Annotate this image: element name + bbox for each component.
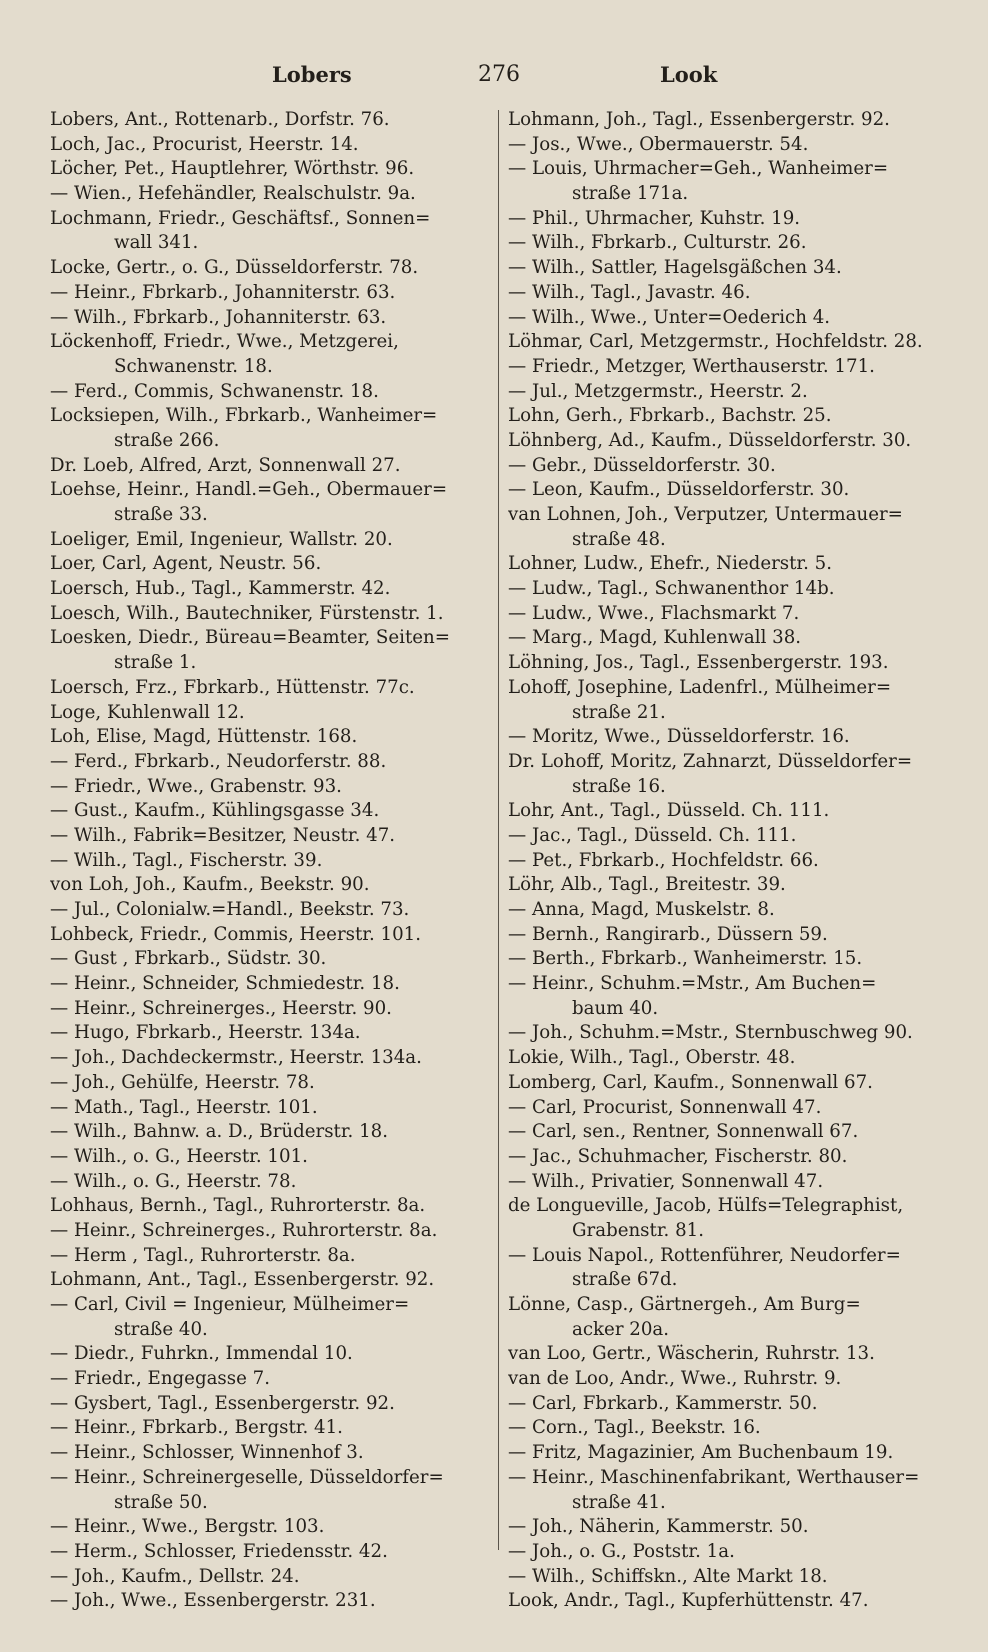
directory-entry-line: straße 33. xyxy=(114,504,208,525)
directory-entry-line: Lohner, Ludw., Ehefr., Niederstr. 5. xyxy=(508,553,833,575)
directory-entry-line: — Hugo, Fbrkarb., Heerstr. 134a. xyxy=(50,1022,361,1044)
directory-entry-line: Lochmann, Friedr., Geschäftsf., Sonnen= xyxy=(50,207,431,229)
directory-entry-line: straße 266. xyxy=(114,429,220,451)
directory-entry-line: — Heinr., Schreinerges., Ruhrorterstr. 8a. xyxy=(50,1219,438,1241)
directory-entry-line: — Wilh., Fabrik=Besitzer, Neustr. 47. xyxy=(50,824,396,846)
directory-entry-line: van Lohnen, Joh., Verputzer, Untermauer= xyxy=(508,504,903,525)
directory-entry-line: — Wilh., Bahnw. a. D., Brüderstr. 18. xyxy=(50,1121,389,1143)
directory-entry-line: acker 20a. xyxy=(572,1318,670,1340)
directory-entry-line: Lohn, Gerh., Fbrkarb., Bachstr. 25. xyxy=(508,405,832,427)
directory-entry-line: Löcher, Pet., Hauptlehrer, Wörthstr. 96. xyxy=(50,158,415,180)
directory-entry-line: — Carl, Procurist, Sonnenwall 47. xyxy=(508,1096,822,1118)
directory-entry-line: — Corn., Tagl., Beekstr. 16. xyxy=(508,1417,761,1439)
directory-entry-line: — Berth., Fbrkarb., Wanheimerstr. 15. xyxy=(508,948,863,970)
directory-entry-line: Lokie, Wilh., Tagl., Oberstr. 48. xyxy=(508,1047,796,1069)
directory-entry-line: — Wilh., Fbrkarb., Culturstr. 26. xyxy=(508,232,807,254)
directory-entry-line: — Wilh., o. G., Heerstr. 101. xyxy=(50,1145,308,1167)
directory-entry-line: Löhnberg, Ad., Kaufm., Düsseldorferstr. 30. xyxy=(508,429,912,451)
header-first-entry: Lobers xyxy=(272,62,352,87)
directory-entry-line: Loehse, Heinr., Handl.=Geh., Obermauer= xyxy=(50,479,448,501)
directory-entry-line: — Heinr., Fbrkarb., Johanniterstr. 63. xyxy=(50,281,396,303)
directory-entry-line: Lönne, Casp., Gärtnergeh., Am Burg= xyxy=(508,1294,861,1315)
running-header xyxy=(0,62,988,94)
directory-entry-line: — Friedr., Wwe., Grabenstr. 93. xyxy=(50,775,342,797)
directory-entry-line: straße 171a. xyxy=(572,183,689,205)
directory-entry-line: — Jac., Tagl., Düsseld. Ch. 111. xyxy=(508,824,797,846)
directory-entry-line: — Gust., Kaufm., Kühlingsgasse 34. xyxy=(50,800,380,822)
directory-entry-line: Look, Andr., Tagl., Kupferhüttenstr. 47. xyxy=(508,1590,869,1612)
directory-entry-line: — Ludw., Tagl., Schwanenthor 14b. xyxy=(508,578,835,600)
directory-entry-line: — Joh., Schuhm.=Mstr., Sternbuschweg 90. xyxy=(508,1022,913,1044)
directory-entry-line: — Joh., Dachdeckermstr., Heerstr. 134a. xyxy=(50,1047,422,1069)
directory-entry-line: — Moritz, Wwe., Düsseldorferstr. 16. xyxy=(508,726,850,748)
directory-entry-line: straße 16. xyxy=(572,775,666,797)
directory-entry-line: Lohhaus, Bernh., Tagl., Ruhrorterstr. 8a. xyxy=(50,1195,426,1217)
directory-entry-line: van de Loo, Andr., Wwe., Ruhrstr. 9. xyxy=(508,1368,842,1390)
directory-entry-line: — Heinr., Schneider, Schmiedestr. 18. xyxy=(50,973,400,995)
directory-entry-line: — Joh., Wwe., Essenbergerstr. 231. xyxy=(50,1590,376,1612)
directory-entry-line: de Longueville, Jacob, Hülfs=Telegraphist, xyxy=(508,1195,904,1217)
directory-entry-line: Grabenstr. 81. xyxy=(572,1219,705,1241)
directory-entry-line: — Louis Napol., Rottenführer, Neudorfer= xyxy=(508,1244,901,1266)
directory-entry-line: — Wilh., Sattler, Hagelsgäßchen 34. xyxy=(508,257,842,279)
directory-entry-line: straße 67d. xyxy=(572,1269,678,1291)
directory-entry-line: Lohbeck, Friedr., Commis, Heerstr. 101. xyxy=(50,923,422,945)
directory-entry-line: Schwanenstr. 18. xyxy=(114,355,273,377)
directory-entry-line: — Joh., o. G., Poststr. 1a. xyxy=(508,1540,735,1562)
directory-entry-line: — Phil., Uhrmacher, Kuhstr. 19. xyxy=(508,207,801,229)
directory-entry-line: — Heinr., Schlosser, Winnenhof 3. xyxy=(50,1442,364,1464)
directory-entry-line: — Louis, Uhrmacher=Geh., Wanheimer= xyxy=(508,158,889,180)
directory-entry-line: — Wilh., Wwe., Unter=Oederich 4. xyxy=(508,306,831,328)
directory-entry-line: — Math., Tagl., Heerstr. 101. xyxy=(50,1096,318,1118)
right-column xyxy=(508,108,958,1614)
directory-entry-line: — Gysbert, Tagl., Essenbergerstr. 92. xyxy=(50,1392,395,1414)
directory-entry-line: Loesch, Wilh., Bautechniker, Fürstenstr. 1. xyxy=(50,602,444,624)
directory-entry-line: Lohoff, Josephine, Ladenfrl., Mülheimer= xyxy=(508,676,892,698)
directory-entry-line: — Wilh., Tagl., Fischerstr. 39. xyxy=(50,849,323,871)
directory-entry-line: Löhr, Alb., Tagl., Breitestr. 39. xyxy=(508,874,786,896)
directory-entry-line: — Wilh., Fbrkarb., Johanniterstr. 63. xyxy=(50,306,387,328)
directory-entry-line: — Wien., Hefehändler, Realschulstr. 9a. xyxy=(50,183,416,205)
directory-entry-line: — Herm., Schlosser, Friedensstr. 42. xyxy=(50,1540,388,1562)
directory-entry-line: — Wilh., Schiffskn., Alte Markt 18. xyxy=(508,1565,828,1587)
directory-entry-line: Locksiepen, Wilh., Fbrkarb., Wanheimer= xyxy=(50,405,438,427)
directory-entry-line: straße 40. xyxy=(114,1318,208,1340)
directory-entry-line: Loge, Kuhlenwall 12. xyxy=(50,701,245,723)
directory-entry-line: Loeliger, Emil, Ingenieur, Wallstr. 20. xyxy=(50,528,393,550)
directory-entry-line: — Heinr., Schuhm.=Mstr., Am Buchen= xyxy=(508,973,877,995)
directory-entry-line: — Friedr., Metzger, Werthauserstr. 171. xyxy=(508,355,875,377)
directory-entry-line: — Bernh., Rangirarb., Düssern 59. xyxy=(508,923,828,945)
directory-entry-line: Loersch, Hub., Tagl., Kammerstr. 42. xyxy=(50,578,391,600)
directory-entry-line: Lohmann, Joh., Tagl., Essenbergerstr. 92. xyxy=(508,109,890,130)
directory-entry-line: — Gust , Fbrkarb., Südstr. 30. xyxy=(50,948,327,970)
directory-entry-line: Loer, Carl, Agent, Neustr. 56. xyxy=(50,553,322,575)
directory-entry-line: van Loo, Gertr., Wäscherin, Ruhrstr. 13. xyxy=(508,1343,875,1365)
directory-entry-line: — Friedr., Engegasse 7. xyxy=(50,1368,270,1390)
directory-entry-line: — Carl, sen., Rentner, Sonnenwall 67. xyxy=(508,1121,859,1143)
directory-entry-line: Dr. Loeb, Alfred, Arzt, Sonnenwall 27. xyxy=(50,454,401,476)
directory-entry-line: Lobers, Ant., Rottenarb., Dorfstr. 76. xyxy=(50,109,390,130)
directory-entry-line: — Leon, Kaufm., Düsseldorferstr. 30. xyxy=(508,479,850,501)
directory-entry-line: — Marg., Magd, Kuhlenwall 38. xyxy=(508,627,802,649)
directory-entry-line: — Ferd., Commis, Schwanenstr. 18. xyxy=(50,380,379,402)
directory-entry-line: — Pet., Fbrkarb., Hochfeldstr. 66. xyxy=(508,849,819,871)
directory-entry-line: — Carl, Fbrkarb., Kammerstr. 50. xyxy=(508,1392,818,1414)
directory-entry-line: — Carl, Civil = Ingenieur, Mülheimer= xyxy=(50,1294,410,1315)
directory-entry-line: — Gebr., Düsseldorferstr. 30. xyxy=(508,454,776,476)
left-column xyxy=(50,108,488,1614)
directory-entry-line: — Herm , Tagl., Ruhrorterstr. 8a. xyxy=(50,1244,356,1266)
directory-entry-line: straße 21. xyxy=(572,701,666,723)
directory-entry-line: — Diedr., Fuhrkn., Immendal 10. xyxy=(50,1343,353,1365)
directory-entry-line: Löckenhoff, Friedr., Wwe., Metzgerei, xyxy=(50,331,399,353)
directory-entry-line: — Fritz, Magazinier, Am Buchenbaum 19. xyxy=(508,1442,894,1464)
directory-entry-line: — Jul., Colonialw.=Handl., Beekstr. 73. xyxy=(50,899,410,920)
directory-entry-line: — Jac., Schuhmacher, Fischerstr. 80. xyxy=(508,1145,848,1167)
directory-entry-line: — Wilh., o. G., Heerstr. 78. xyxy=(50,1170,297,1192)
directory-entry-line: Loersch, Frz., Fbrkarb., Hüttenstr. 77c. xyxy=(50,676,415,698)
directory-entry-line: Loch, Jac., Procurist, Heerstr. 14. xyxy=(50,133,359,155)
directory-entry-line: — Heinr., Wwe., Bergstr. 103. xyxy=(50,1516,325,1538)
directory-entry-line: — Heinr., Maschinenfabrikant, Werthauser= xyxy=(508,1466,920,1488)
directory-entry-line: Loh, Elise, Magd, Hüttenstr. 168. xyxy=(50,726,358,748)
directory-entry-line: — Anna, Magd, Muskelstr. 8. xyxy=(508,899,775,920)
directory-entry-line: — Joh., Näherin, Kammerstr. 50. xyxy=(508,1516,809,1538)
directory-entry-line: straße 48. xyxy=(572,528,666,550)
directory-entry-line: — Wilh., Tagl., Javastr. 46. xyxy=(508,281,751,303)
directory-entry-line: — Heinr., Schreinerges., Heerstr. 90. xyxy=(50,997,392,1019)
directory-entry-line: Löhning, Jos., Tagl., Essenbergerstr. 193. xyxy=(508,652,889,674)
directory-entry-line: — Heinr., Fbrkarb., Bergstr. 41. xyxy=(50,1417,343,1439)
directory-entry-line: straße 50. xyxy=(114,1491,208,1513)
directory-entry-line: Locke, Gertr., o. G., Düsseldorferstr. 78. xyxy=(50,257,419,279)
directory-entry-line: — Heinr., Schreinergeselle, Düsseldorfer= xyxy=(50,1466,444,1488)
directory-entry-line: Lohmann, Ant., Tagl., Essenbergerstr. 92. xyxy=(50,1269,435,1291)
directory-entry-line: — Joh., Gehülfe, Heerstr. 78. xyxy=(50,1071,315,1093)
directory-entry-line: — Joh., Kaufm., Dellstr. 24. xyxy=(50,1565,300,1587)
directory-entry-line: baum 40. xyxy=(572,997,659,1019)
header-last-entry: Look xyxy=(660,62,718,87)
directory-entry-line: von Loh, Joh., Kaufm., Beekstr. 90. xyxy=(50,874,370,896)
column-divider xyxy=(498,110,499,1550)
directory-entry-line: Loesken, Diedr., Büreau=Beamter, Seiten= xyxy=(50,627,450,649)
directory-entry-line: Löhmar, Carl, Metzgermstr., Hochfeldstr. 28. xyxy=(508,331,923,353)
directory-entry-line: — Jul., Metzgermstr., Heerstr. 2. xyxy=(508,380,808,402)
directory-entry-line: Lomberg, Carl, Kaufm., Sonnenwall 67. xyxy=(508,1071,873,1093)
directory-entry-line: wall 341. xyxy=(114,232,199,254)
directory-entry-line: — Jos., Wwe., Obermauerstr. 54. xyxy=(508,133,809,155)
directory-entry-line: straße 1. xyxy=(114,652,197,674)
directory-entry-line: — Ludw., Wwe., Flachsmarkt 7. xyxy=(508,602,800,624)
page-number: 276 xyxy=(478,62,520,87)
directory-entry-line: — Wilh., Privatier, Sonnenwall 47. xyxy=(508,1170,824,1192)
directory-entry-line: straße 41. xyxy=(572,1491,666,1513)
directory-entry-line: — Ferd., Fbrkarb., Neudorferstr. 88. xyxy=(50,750,387,772)
directory-entry-line: Dr. Lohoff, Moritz, Zahnarzt, Düsseldorfer= xyxy=(508,750,913,772)
directory-entry-line: Lohr, Ant., Tagl., Düsseld. Ch. 111. xyxy=(508,800,830,822)
